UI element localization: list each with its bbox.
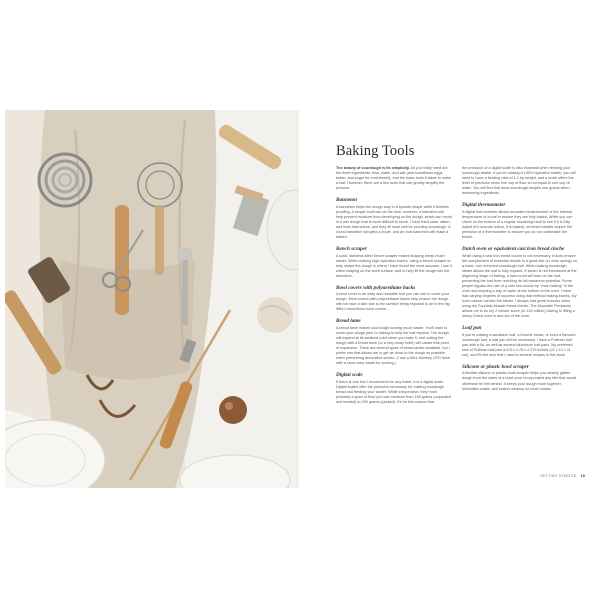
text-column-left (336, 166, 452, 406)
section-heading-bench-scraper: Bench scraper (336, 246, 367, 253)
section-body-bread-lame: A bread lame makes sourdough scoring much easier. You'll want to score your dough prior to baking to help the loaf expand. The dough will expand at its weakest point when you bake it, and cutting the dough with a bread lame (or a very sharp knife) will create that point of expansion. There are several types of bread lames available, but I prefer one that allows me to get as close to the dough as possible when performing decorative scores. (I use a Wire Monkey UFO lame with a short razor blade for scoring.) (336, 325, 450, 366)
section-heading-bowl-scraper: Silicone or plastic bowl scraper (462, 363, 529, 370)
section-heading-loaf-pan: Loaf pan (462, 325, 482, 332)
section-body-bowl-scraper: A flexible silicone or plastic bowl scraper helps you cleanly gather dough from the sides of a bowl once incorporated any bits that would otherwise be left behind. It keeps your dough more together, eliminates waste, and makes cleanup so much easier. (462, 371, 577, 391)
page-title: Baking Tools (336, 143, 415, 159)
section-heading-bread-lame: Bread lame (336, 318, 361, 325)
section-body-bench-scraper: A solid, stainless steel bench scraper makes shaping bread much easier. When making high hydration loaves, using a bench scraper to help shape the dough is where I have found the most success. I use it when shaping on the work surface, and to help lift the dough into the banneton. (336, 253, 452, 278)
section-body-digital-thermometer: A digital thermometer allows accurate measurement of the internal temperature of a loaf to ensure they are fully baked. While you can check on the bottom of a regular sourdough loaf to see if it is fully baked (if it sounds hollow, it is baked), enriched breads require the precision of a thermometer to ensure you do not underbake the bread. (462, 209, 573, 240)
text-page (299, 110, 593, 488)
book-spread (5, 110, 593, 488)
section-heading-banneton: Banneton (336, 197, 358, 204)
baking-tools-photo (5, 110, 299, 488)
section-body-bowl-covers: A bowl cover is an easy and reusable tool you can use to cover your dough. Bowl covers with polyurethane backs help ensure the dough will not have a skin due to the surface being exposed to air in the big Wild Connections bowl covers. (336, 292, 450, 312)
intro-lead: The beauty of sourdough is its simplicity. (336, 166, 410, 170)
intro-body: All you really need are the fresh ingredients: flour, water, and salt (and sometimes eggs, butter, and sugar for enrichment), and the basic tools it takes to make a loaf. However, there are a few tools that can greatly simplify the process. (336, 166, 452, 191)
page-number: 19 (580, 474, 585, 478)
section-heading-digital-scale: Digital scale (336, 372, 363, 379)
twine-icon (257, 297, 293, 333)
continued-paragraph: the precision of a digital scale is also essential when feeding your sourdough starter. If you're making a 100% hydration starter, you will need to have a feeding ratio of 1:1 by weight, and a scale offers the level of precision since one cup of flour is not equal to one cup of water. You will find that most sourdough recipes use grams when measuring ingredients. (462, 166, 576, 196)
footer-section: GETTING STARTED (540, 474, 577, 478)
section-heading-bowl-covers: Bowl covers with polyurethane backs (336, 284, 416, 291)
section-body-digital-scale: If there is one tool I recommend for any baker, it is a digital scale. Digital scales offer the precision necessary for making sourdough bread and feeding your starter. While inexpensive, they most probably a span of flour you can measure from 150 grams (unpacked and leveled) to 200 grams (packed). It's for this reason that (336, 379, 451, 405)
page-footer (540, 474, 585, 478)
text-column-right (462, 166, 578, 393)
photo-illustration (5, 110, 299, 488)
section-body-loaf-pan: If you're making a sandwich loaf, a brioche bread, or even a flavored sourdough loaf, a loaf pan will be necessary. I have a Pullman loaf pan with a lid, as well as several aluminum loaf pans. My preferred size of Pullman loaf pan is 8.5 x 4.75 x 4.375 inches (22 x 12 x 11 cm), and it's the size that I used in several recipes in this book. (462, 332, 576, 357)
section-body-banneton: A banneton helps the dough stay in a specific shape while it finishes proofing. A simple bowl can do the trick; however, a banneton will help prevent moisture from developing on the dough, which can result in a wet dough that is more difficult to score. I have tried cane, rattan, and linen bannetons, and they all work well for proofing sourdough. A round banneton will yield a boule, and an oval banneton will make a batard. (336, 204, 452, 240)
section-heading-dutch-oven: Dutch oven or equivalent cast iron bread cloche (462, 246, 565, 253)
section-heading-digital-thermometer: Digital thermometer (462, 202, 506, 209)
intro-paragraph (336, 166, 452, 191)
section-body-dutch-oven: While using a cast iron bread cloche is not necessary, it does ensure the complement of essential results in a good rise (or oven spring) on a basic, non-enriched sourdough loaf. When baking sourdough, steam allows the loaf to fully expand. If steam is not introduced at the beginning stage of baking, a hard crust will form on the loaf, preventing the loaf from reaching its full maximum potential. Some people bypass the use of a cast iron cloche by "oven baking" in the oven and keeping a tray of water at the bottom of the oven. I have had varying degrees of success using that method baking loaves. My oven cannot contain the steam. I always had great success when using my Fountain Mosaic bread cloche. The Mountain Peninsula allows me to do my 2 minute score (or 100 million) having to lifting a heavy Dutch oven in and out of the oven. (462, 253, 577, 319)
